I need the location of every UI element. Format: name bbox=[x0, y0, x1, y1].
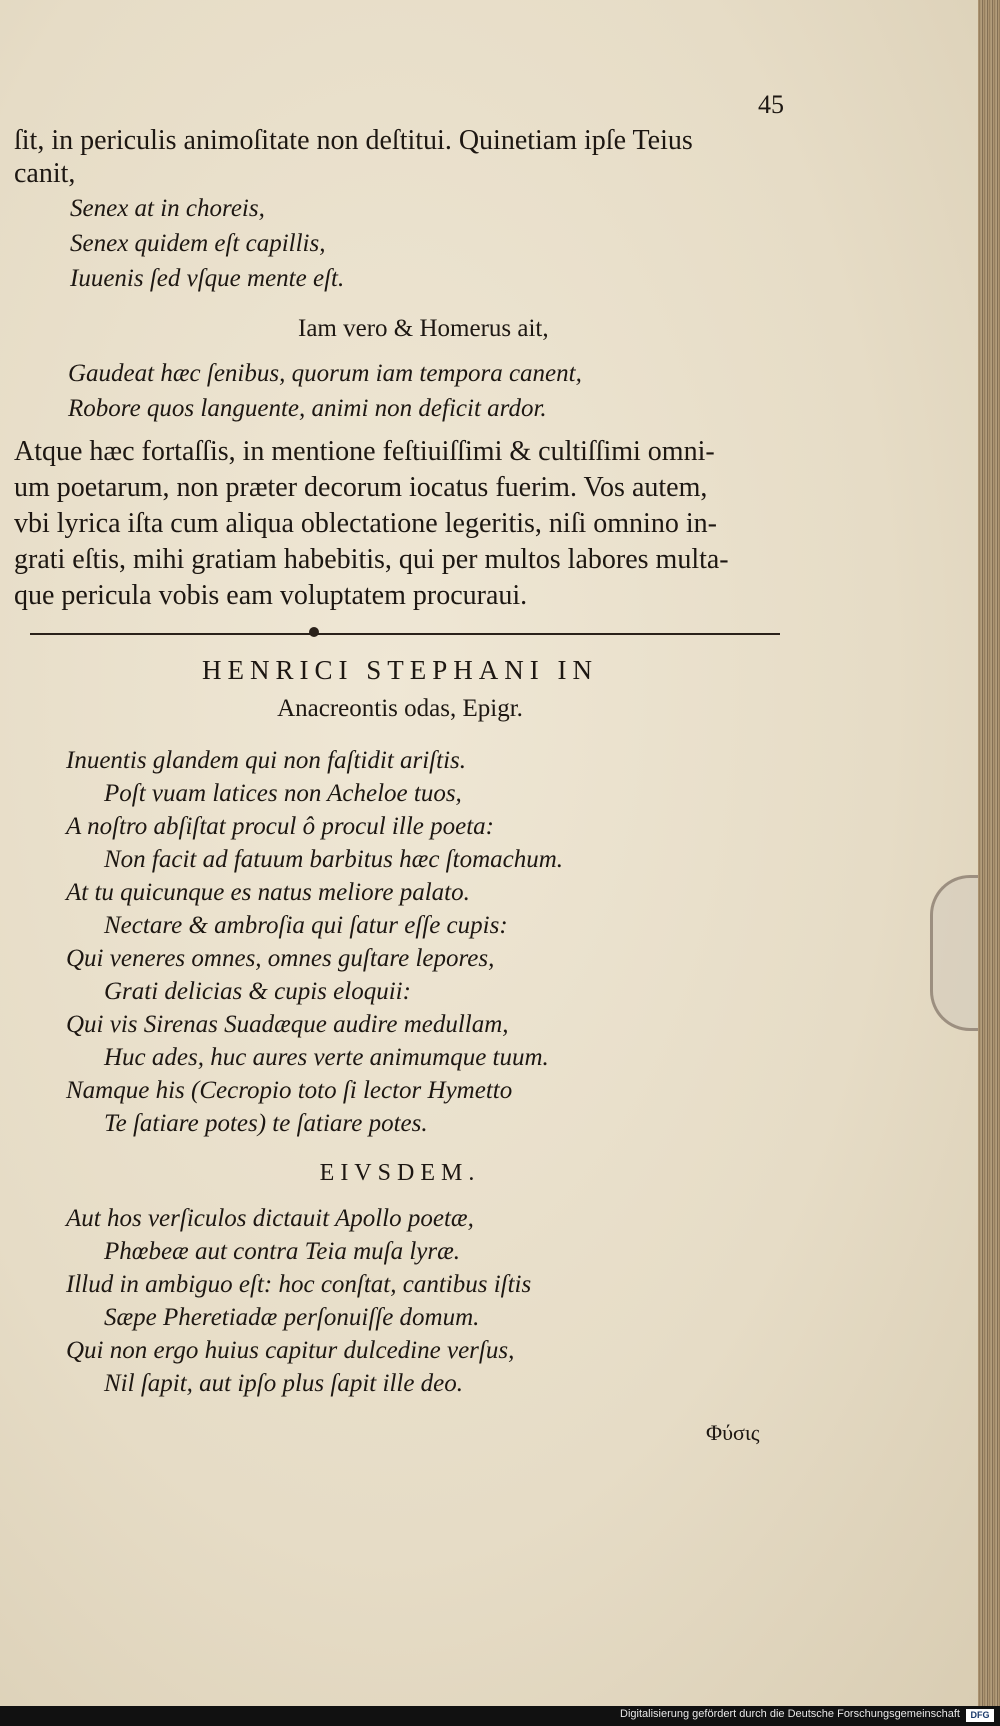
divider-ornament bbox=[309, 627, 319, 637]
verse1-line-3: Iuuenis ſed vſque mente eſt. bbox=[70, 265, 345, 292]
footer-bar bbox=[0, 1706, 1000, 1726]
homer-line: Iam vero & Homerus ait, bbox=[298, 315, 549, 342]
paragraph-line-2: um poetarum, non præter decorum iocatus fuerim. Vos autem, bbox=[14, 472, 708, 503]
intro-line-2: canit, bbox=[14, 158, 76, 189]
epigram1-line-11: Namque his (Cecropio toto ſi lector Hymetto bbox=[66, 1077, 513, 1104]
intro-line-1: ſit, in periculis animoſitate non deſtitui. Quinetiam ipſe Teius bbox=[14, 125, 693, 156]
book-clasp bbox=[930, 875, 983, 1031]
dfg-logo: DFG bbox=[966, 1709, 994, 1722]
epigram2-line-4: Sæpe Pheretiadæ perſonuiſſe domum. bbox=[104, 1304, 480, 1331]
epigram1-line-1: Inuentis glandem qui non faſtidit ariſtis. bbox=[66, 747, 466, 774]
epigram1-line-5: At tu quicunque es natus meliore palato. bbox=[66, 879, 470, 906]
section-title: HENRICI STEPHANI IN bbox=[202, 655, 598, 685]
epigram1-line-3: A noſtro abſiſtat procul ô procul ille poeta: bbox=[66, 813, 494, 840]
section-divider bbox=[30, 633, 780, 635]
verse1-line-1: Senex at in choreis, bbox=[70, 195, 265, 222]
footer-credit: Digitalisierung gefördert durch die Deutsche Forschungsgemeinschaft bbox=[620, 1708, 960, 1720]
eiusdem-heading: EIVSDEM. bbox=[319, 1160, 481, 1186]
page-edges bbox=[978, 0, 1000, 1706]
epigram2-line-2: Phœbeæ aut contra Teia muſa lyræ. bbox=[104, 1238, 461, 1265]
epigram1-line-7: Qui veneres omnes, omnes guſtare lepores, bbox=[66, 945, 495, 972]
paragraph-line-3: vbi lyrica iſta cum aliqua oblectatione legeritis, niſi omnino in- bbox=[14, 508, 717, 539]
paragraph-line-1: Atque hæc fortaſſis, in mentione feſtiuiſſimi & cultiſſimi omni- bbox=[14, 436, 715, 467]
epigram1-line-9: Qui vis Sirenas Suadæque audire medullam, bbox=[66, 1011, 509, 1038]
verse2-line-2: Robore quos languente, animi non deficit ardor. bbox=[68, 395, 547, 422]
epigram2-line-6: Nil ſapit, aut ipſo plus ſapit ille deo. bbox=[104, 1370, 464, 1397]
verse2-line-1: Gaudeat hæc ſenibus, quorum iam tempora canent, bbox=[68, 360, 582, 387]
epigram2-line-5: Qui non ergo huius capitur dulcedine verſus, bbox=[66, 1337, 515, 1364]
epigram1-line-8: Grati delicias & cupis eloquii: bbox=[104, 978, 411, 1005]
epigram1-line-10: Huc ades, huc aures verte animumque tuum. bbox=[104, 1044, 549, 1071]
catchword: Φύσις bbox=[706, 1420, 760, 1445]
paragraph-line-5: que pericula vobis eam voluptatem procuraui. bbox=[14, 580, 528, 611]
page-number: 45 bbox=[758, 90, 784, 119]
section-subtitle: Anacreontis odas, Epigr. bbox=[277, 695, 523, 722]
verse1-line-2: Senex quidem eſt capillis, bbox=[70, 230, 326, 257]
epigram2-line-3: Illud in ambiguo eſt: hoc conſtat, cantibus iſtis bbox=[66, 1271, 532, 1298]
epigram1-line-2: Poſt vuam latices non Acheloe tuos, bbox=[104, 780, 462, 807]
epigram1-line-4: Non facit ad fatuum barbitus hæc ſtomachum. bbox=[104, 846, 564, 873]
epigram2-line-1: Aut hos verſiculos dictauit Apollo poetæ, bbox=[66, 1205, 474, 1232]
paragraph-line-4: grati eſtis, mihi gratiam habebitis, qui per multos labores multa- bbox=[14, 544, 729, 575]
epigram1-line-12: Te ſatiare potes) te ſatiare potes. bbox=[104, 1110, 428, 1137]
epigram1-line-6: Nectare & ambroſia qui ſatur eſſe cupis: bbox=[104, 912, 508, 939]
